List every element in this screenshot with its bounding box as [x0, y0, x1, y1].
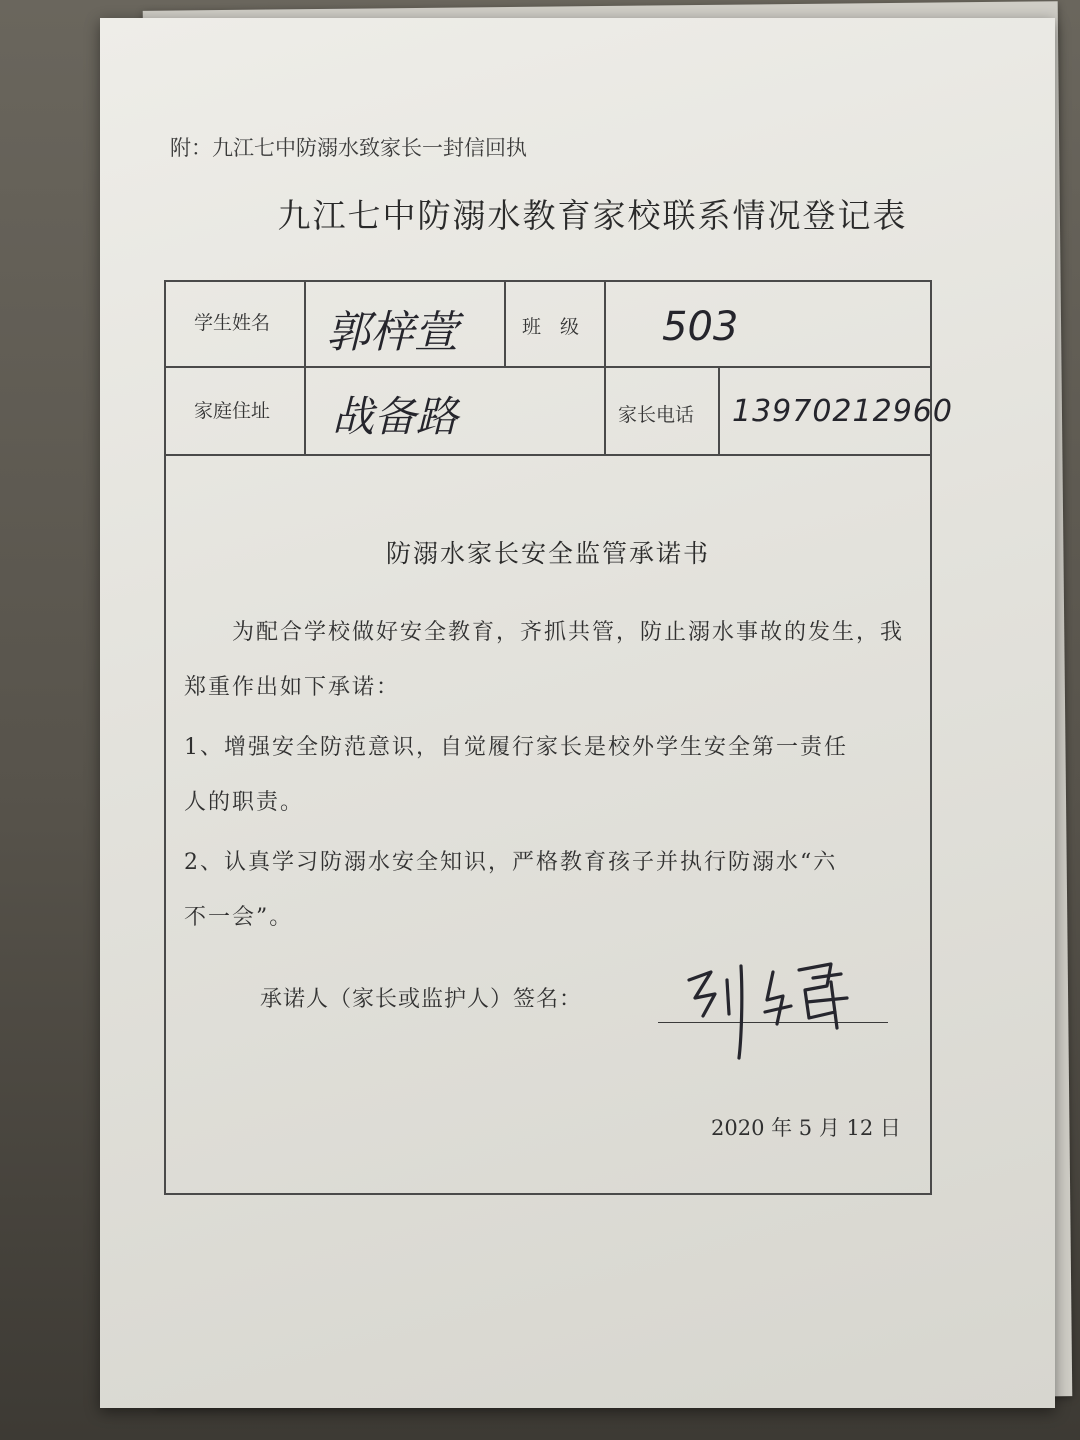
student-name-label: 学生姓名: [194, 312, 271, 334]
form-column-divider: [304, 366, 306, 454]
handwritten-signature: [681, 942, 881, 1062]
form-column-divider: [604, 282, 606, 366]
signature-label: 承诺人（家长或监护人）签名：: [260, 987, 583, 1012]
form-title: 九江七中防溺水教育家校联系情况登记表: [277, 196, 908, 235]
form-column-divider: [504, 282, 506, 366]
form-column-divider: [718, 366, 720, 454]
class-value: 503: [662, 304, 739, 350]
registration-form: [164, 280, 953, 1195]
form-row-divider: [166, 366, 930, 368]
pledge-title: 防溺水家长安全监管承诺书: [385, 539, 710, 568]
attachment-note: 附：九江七中防溺水致家长一封信回执: [170, 136, 527, 160]
class-label: 班 级: [522, 316, 580, 338]
pledge-date: 2020 年 5 月 12 日: [711, 1116, 901, 1140]
parent-phone-value: 13970212960: [732, 394, 953, 429]
pledge-item-1-line-1: 1、增强安全防范意识，自觉履行家长是校外学生安全第一责任: [184, 735, 848, 760]
document-sheet: [100, 18, 1055, 1408]
pledge-item-2-line-1: 2、认真学习防溺水安全知识，严格教育孩子并执行防溺水“六: [184, 850, 838, 875]
pledge-intro-line-2: 郑重作出如下承诺：: [184, 675, 401, 700]
form-column-divider: [304, 282, 306, 366]
address-value: 战备路: [332, 392, 459, 441]
form-row-divider: [166, 454, 930, 456]
parent-phone-label: 家长电话: [618, 404, 695, 426]
address-label: 家庭住址: [194, 400, 271, 422]
form-column-divider: [604, 366, 606, 454]
pledge-item-2-line-2: 不一会”。: [184, 905, 294, 930]
student-name-value: 郭梓萱: [326, 307, 458, 358]
pledge-item-1-line-2: 人的职责。: [184, 790, 305, 815]
pledge-intro-line-1: 为配合学校做好安全教育，齐抓共管，防止溺水事故的发生，我: [184, 620, 905, 645]
